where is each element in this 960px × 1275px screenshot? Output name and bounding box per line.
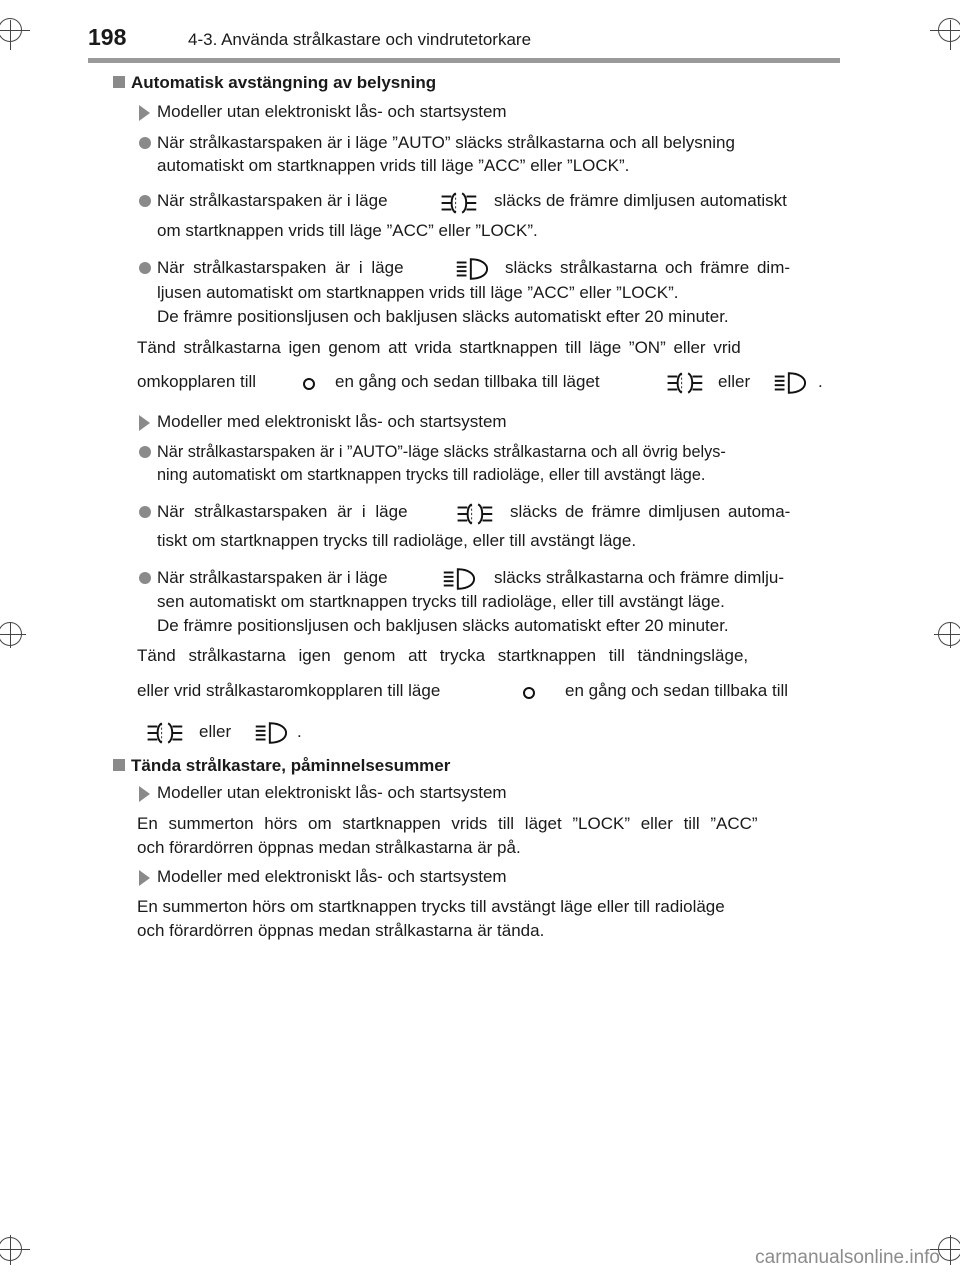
- bullet-line: släcks strålkastarna och främre dim-: [505, 258, 791, 277]
- section-title: [113, 72, 436, 95]
- fog-light-icon: [452, 501, 500, 527]
- section-title: [113, 755, 450, 778]
- fog-light-icon: [662, 370, 710, 396]
- section-title-text: Tända strålkastare, påminnelsesummer: [131, 756, 451, 775]
- round-bullet-icon: [139, 446, 151, 458]
- off-position-icon: [302, 377, 316, 391]
- bullet-line: De främre positionsljusen och bakljusen släcks automatiskt efter 20 minuter.: [157, 616, 729, 635]
- model-heading-text: Modeller med elektroniskt lås- och startsystem: [157, 867, 507, 886]
- paragraph-line: och förardörren öppnas medan strålkastarna är på.: [137, 838, 521, 857]
- paragraph-line: och förardörren öppnas medan strålkastarna är tända.: [137, 921, 545, 940]
- paragraph-line: eller: [718, 372, 751, 391]
- bullet-line: automatiskt om startknappen vrids till läge ”ACC” eller ”LOCK”.: [157, 156, 630, 175]
- paragraph-line: En summerton hörs om startknappen vrids till läget ”LOCK” eller till ”ACC”: [137, 814, 758, 833]
- model-heading: [157, 782, 507, 805]
- off-position-icon: [522, 686, 536, 700]
- headlight-icon: [453, 256, 493, 282]
- paragraph-line: En summerton hörs om startknappen trycks till avstängt läge eller till radioläge: [137, 897, 725, 916]
- bullet-line: När strålkastarspaken är i läge: [157, 191, 388, 210]
- headlight-icon: [252, 720, 292, 746]
- bullet-line: om startknappen vrids till läge ”ACC” eller ”LOCK”.: [157, 221, 538, 240]
- bullet-item: [157, 190, 388, 213]
- square-bullet-icon: [113, 759, 125, 771]
- bullet-line: ning automatiskt om startknappen trycks till radioläge, eller till avstängt läge.: [157, 466, 706, 484]
- fog-light-icon: [142, 720, 190, 746]
- round-bullet-icon: [139, 137, 151, 149]
- paragraph-line: Tänd strålkastarna igen genom att trycka startknappen till tändningsläge,: [137, 646, 749, 665]
- paragraph-line: .: [818, 372, 823, 391]
- paragraph-line: eller vrid strålkastaromkopplaren till läge: [137, 681, 441, 700]
- bullet-line: När strålkastarspaken är i ”AUTO”-läge släcks strålkastarna och all övrig belys-: [157, 443, 726, 461]
- triangle-bullet-icon: [139, 415, 150, 431]
- bullet-line: När strålkastarspaken är i läge ”AUTO” släcks strålkastarna och all belysning: [157, 133, 735, 152]
- chapter-title: 4-3. Använda strålkastare och vindrutetorkare: [188, 30, 532, 49]
- bullet-line: sen automatiskt om startknappen trycks till radioläge, eller till avstängt läge.: [157, 592, 725, 611]
- page-number: 198: [88, 24, 127, 50]
- bullet-item: [157, 132, 735, 155]
- bullet-item: [157, 501, 408, 524]
- triangle-bullet-icon: [139, 870, 150, 886]
- round-bullet-icon: [139, 506, 151, 518]
- round-bullet-icon: [139, 195, 151, 207]
- watermark[interactable]: carmanualsonline.info: [755, 1247, 940, 1268]
- headlight-icon: [771, 370, 811, 396]
- bullet-line: De främre positionsljusen och bakljusen släcks automatiskt efter 20 minuter.: [157, 307, 729, 326]
- bullet-line: tiskt om startknappen trycks till radioläge, eller till avstängt läge.: [157, 531, 637, 550]
- bullet-line: När strålkastarspaken är i läge: [157, 568, 388, 587]
- model-heading-text: Modeller med elektroniskt lås- och startsystem: [157, 412, 507, 431]
- bullet-line: släcks de främre dimljusen automa-: [510, 502, 791, 521]
- headlight-icon: [440, 566, 480, 592]
- triangle-bullet-icon: [139, 786, 150, 802]
- model-heading: [157, 411, 507, 434]
- bullet-item: [157, 567, 388, 590]
- paragraph-line: omkopplaren till: [137, 372, 257, 391]
- header-rule: [88, 58, 840, 63]
- square-bullet-icon: [113, 76, 125, 88]
- bullet-item: [157, 441, 726, 464]
- model-heading: [157, 101, 507, 124]
- round-bullet-icon: [139, 572, 151, 584]
- bullet-item: [157, 257, 404, 280]
- model-heading-text: Modeller utan elektroniskt lås- och startsystem: [157, 102, 507, 121]
- fog-light-icon: [436, 190, 484, 216]
- paragraph-line: en gång och sedan tillbaka till läget: [335, 372, 600, 391]
- section-title-text: Automatisk avstängning av belysning: [131, 73, 437, 92]
- bullet-line: När strålkastarspaken är i läge: [157, 502, 408, 521]
- paragraph-line: en gång och sedan tillbaka till: [565, 681, 789, 700]
- bullet-line: När strålkastarspaken är i läge: [157, 258, 404, 277]
- round-bullet-icon: [139, 262, 151, 274]
- model-heading-text: Modeller utan elektroniskt lås- och startsystem: [157, 783, 507, 802]
- paragraph-line: eller: [199, 722, 232, 741]
- bullet-line: ljusen automatiskt om startknappen vrids till läge ”ACC” eller ”LOCK”.: [157, 283, 679, 302]
- bullet-line: släcks de främre dimljusen automatiskt: [494, 191, 787, 210]
- paragraph-line: .: [297, 722, 302, 741]
- paragraph-line: Tänd strålkastarna igen genom att vrida startknappen till läge ”ON” eller vrid: [137, 338, 741, 357]
- model-heading: [157, 866, 507, 889]
- triangle-bullet-icon: [139, 105, 150, 121]
- bullet-line: släcks strålkastarna och främre dimlju-: [494, 568, 785, 587]
